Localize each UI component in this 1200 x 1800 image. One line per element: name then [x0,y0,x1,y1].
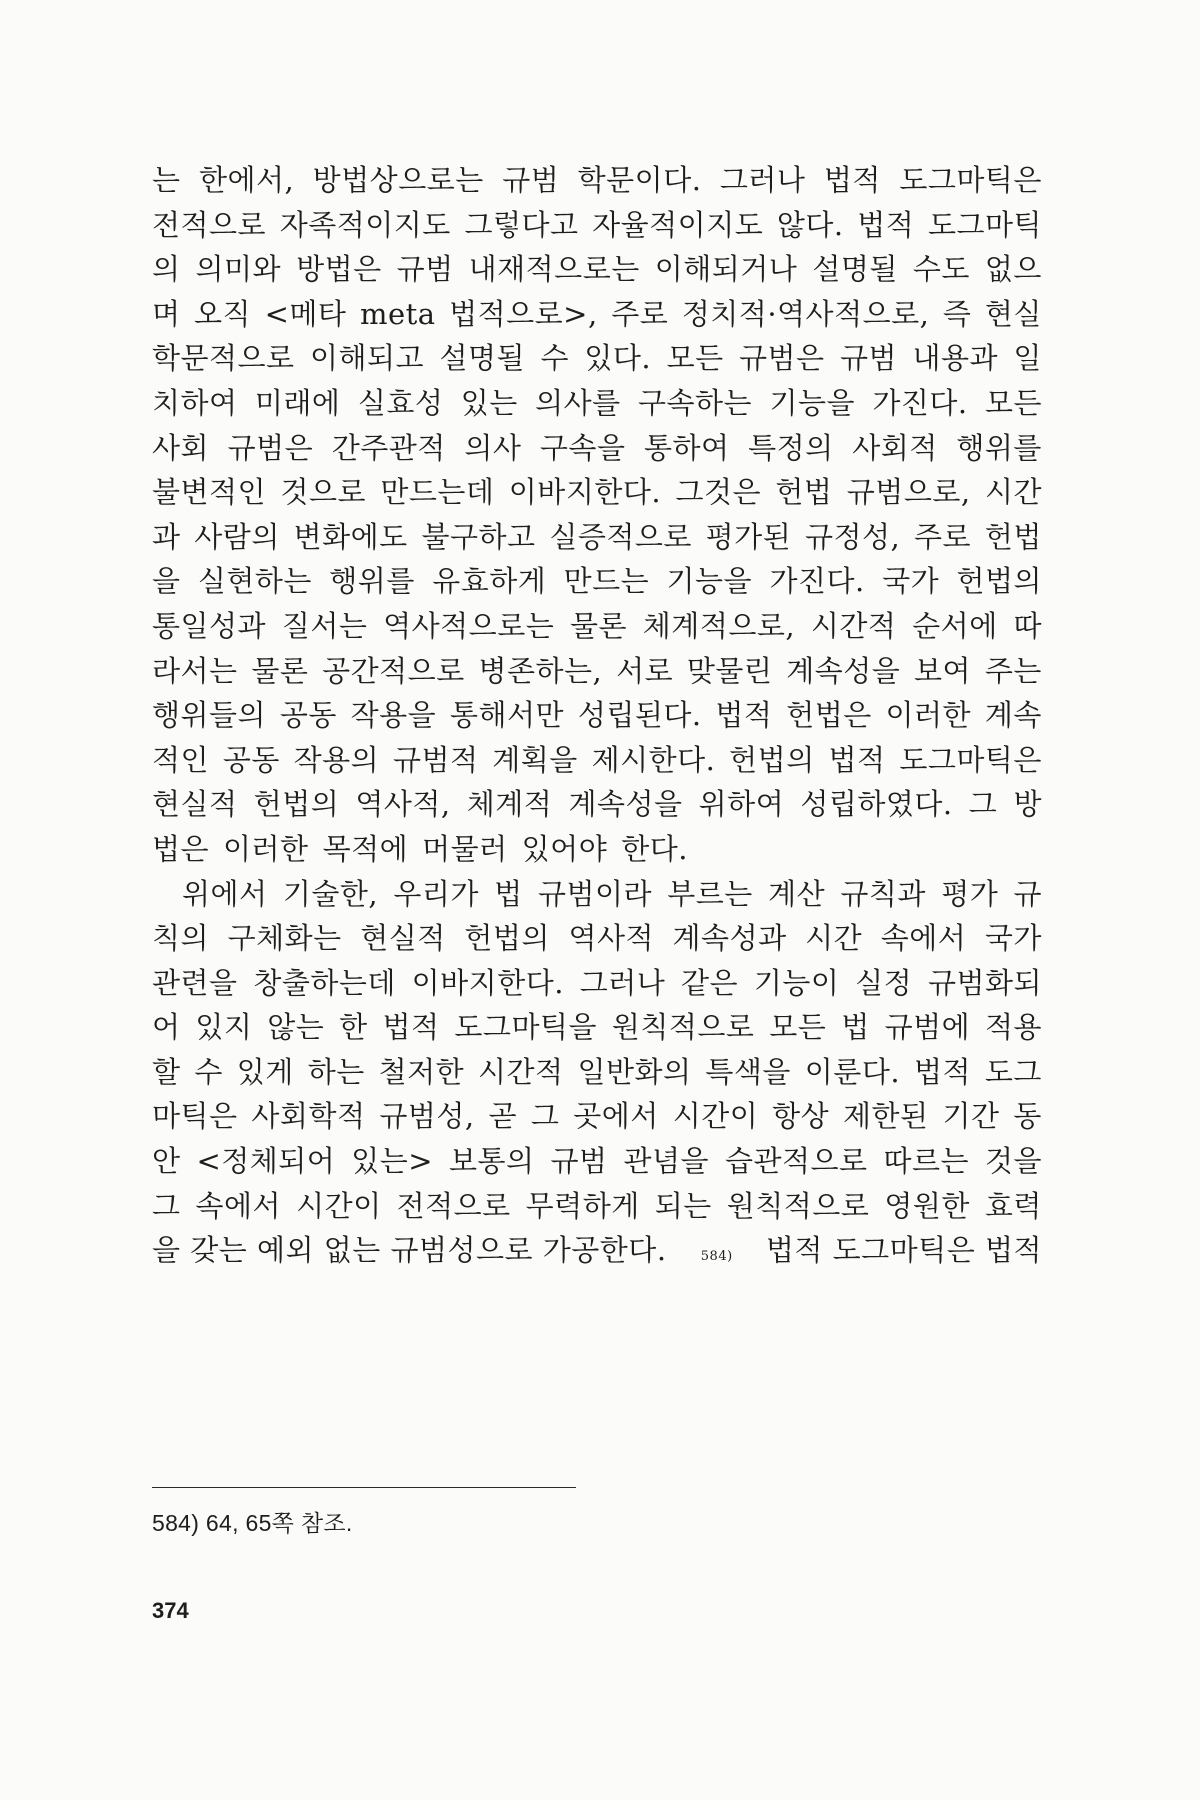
word: 시간이 [296,1188,382,1223]
word: 습관적으로 [724,1144,868,1179]
word: 동 [1013,1099,1042,1134]
word: 규범성, [379,1099,475,1134]
word: 할 [152,1054,181,1089]
word: 법적 [913,1054,971,1089]
text-line-with-footnote-ref: 을 갖는 예외 없는 규범성으로 가공한다. 584) 법적 도그마틱은 법적 [152,1228,1042,1273]
word: 법적 [828,742,886,777]
word: 내용과 [912,341,998,376]
word: 을 [152,564,181,599]
word: 시간 [984,475,1042,510]
word: 이러한 [885,698,972,733]
word: 불구하고 [421,519,536,554]
word: 규 [1013,876,1042,911]
word: 머물러 [422,831,508,866]
word: 헌법의 [253,787,340,822]
word: 수 [540,341,569,376]
word: 공간적으로 [322,653,465,688]
word: 한다. [621,831,688,866]
text-line [152,693,1042,738]
word: 규범 [396,252,454,287]
word: 역사적 [568,921,654,956]
word: 실정 [855,965,913,1000]
word: 내재적으로는 [468,252,640,287]
word: 의미와 [195,252,282,287]
word: 한 [339,1010,368,1045]
text-segment: 법적 도그마틱은 법적 [765,1233,1042,1268]
word: 의사 [464,430,522,465]
word: 불변적인 [152,475,267,510]
word: 관념을 [623,1144,710,1179]
word: 헌법의 [956,564,1042,599]
word: 방법은 [296,252,382,287]
word: 변화에도 [293,519,408,554]
word: 규범은 [227,430,314,465]
word: 규범에 [884,1010,971,1045]
word: 일 [1013,341,1042,376]
word: 같은 [681,965,739,1000]
word: 도그 [984,1054,1042,1089]
word: 가진다. [769,564,865,599]
word: 곳에서 [573,1099,659,1134]
word: 국가 [882,564,940,599]
text-line [152,961,1042,1006]
word: 한에서, [198,163,295,197]
word: 도그마틱은 [899,163,1042,197]
text-line [152,649,1042,694]
text-line [152,426,1042,471]
word: 학문이다. [577,163,702,197]
word: 시간 [805,921,863,956]
word: 규범 [839,341,898,376]
word: 것을 [984,1144,1042,1179]
word: 모든 [984,385,1042,420]
word: 마틱은 [152,1099,238,1134]
word: 않다. [776,207,844,242]
word: 법적 [823,163,881,197]
word: 그러나 [719,163,806,197]
word: 공동 [222,742,280,777]
word: 계획을 [492,742,578,777]
word: 정치적·역사적으로, [681,296,930,331]
word: 며 [152,296,181,331]
word: 있어야 [521,831,608,866]
word: 기간 [942,1099,1000,1134]
word: 실현하는 [197,564,312,599]
word: 일반화의 [577,1054,692,1089]
body-text [152,158,1042,1273]
word: 역사적, [355,787,451,822]
text-line [152,292,1042,337]
word: 규범으로, [846,475,971,510]
word: 현실적 [360,921,446,956]
word: 물론 [570,608,628,643]
text-segment: 을 갖는 예외 없는 규범성으로 가공한다. [152,1233,667,1268]
word: 규범 [502,163,560,197]
word: 행위를 [329,564,415,599]
word: 실효성 [357,385,444,420]
word: 병존하는, [478,653,603,688]
word: 그 [968,787,998,822]
text-line [152,916,1042,961]
word: 라서는 [152,653,238,688]
word: 속에서 [880,921,967,956]
word: 적인 [152,742,210,777]
text-line [152,470,1042,515]
word: 오직 [194,296,252,331]
word: 는 [152,163,181,197]
text-line [152,336,1042,381]
word: 위에서 [182,876,268,911]
word: 헌법의 [464,921,550,956]
word: 의 [152,252,181,287]
word: 모든 [769,1010,827,1045]
text-line-paragraph-end [152,827,1042,872]
word: 규범 [550,1144,608,1179]
word: 사회 [152,430,210,465]
word: 순서에 [912,608,998,643]
word: 시간적 [810,608,897,643]
word: 현실 [984,296,1042,331]
word: 그것은 [675,475,762,510]
word: 도그마틱 [927,207,1042,242]
word: 유효하게 [432,564,547,599]
word: 물론 [251,653,309,688]
word: 항상 [772,1099,830,1134]
word: 무력하게 [525,1188,640,1223]
footnote: 584) 64, 65쪽 참조. [152,1510,353,1536]
word: 수 [194,1054,223,1089]
word: 부르는 [667,876,753,911]
word: 수도 [912,252,970,287]
word: 이러한 [223,831,309,866]
word: 그 [152,1188,181,1223]
word: 사회학적 [251,1099,366,1134]
word: 시간적 [478,1054,564,1089]
word: <메타 [264,296,347,331]
text-line [152,1184,1042,1229]
word: 도그마틱은 [899,742,1042,777]
word: 법 [841,1010,870,1045]
word: 미래에 [254,385,341,420]
word: 있게 [236,1054,294,1089]
word: 전적으로 [152,207,267,242]
word: 보통의 [449,1144,535,1179]
word: meta [359,296,436,331]
word: 기능이 [753,965,840,1000]
word: 자족적이지도 [279,207,451,242]
word: 구속하는 [638,385,753,420]
word: 있지 [195,1010,253,1045]
word: 없으 [984,252,1042,287]
word: 사람의 [194,519,280,554]
word: 만드는데 [380,475,495,510]
word: 위하여 [698,787,785,822]
word: 도그마틱을 [454,1010,597,1045]
text-line [152,559,1042,604]
footnote-divider [152,1487,576,1488]
word: 관련을 [152,965,238,1000]
word: 작용의 [293,742,380,777]
word: 기능을 [666,564,753,599]
word: 주로 [611,296,669,331]
word: 이바지한다. [411,965,564,1000]
text-line [152,515,1042,560]
word: 창출하는데 [253,965,396,1000]
word: 우리가 [393,876,479,911]
word: 이룬다. [804,1054,901,1089]
word: 역사적으로는 [383,608,555,643]
word: 되는 [654,1188,712,1223]
word: 방법상으로는 [312,163,484,197]
word: 속에서 [195,1188,282,1223]
word: 법적 [382,1010,440,1045]
word: 자율적이지도 [592,207,764,242]
word: 보여 [914,653,972,688]
word: 맞물린 [686,653,773,688]
word: 주는 [984,653,1042,688]
word: 행위를 [956,430,1042,465]
word: 그러나 [579,965,666,1000]
word: 구체화는 [227,921,342,956]
word: 방 [1013,787,1042,822]
word: 제한된 [843,1099,929,1134]
text-line-paragraph-start [152,872,1042,917]
word: 효력 [984,1188,1042,1223]
text-line [152,604,1042,649]
word: 과 [152,519,181,554]
word: 그 [530,1099,560,1134]
word: 헌법의 [729,742,815,777]
word: 계속 [984,698,1042,733]
word: 가진다. [872,385,968,420]
word: 헌법은 [786,698,872,733]
word: 철저한 [378,1054,465,1089]
word: 치하여 [152,385,238,420]
page-number: 374 [152,1598,189,1623]
word: 기술한, [282,876,379,911]
word: 통일성과 [152,608,267,643]
word: 특색을 [705,1054,791,1089]
word: 작용을 [350,698,437,733]
word: 시간이 [672,1099,759,1134]
word: 특정의 [748,430,834,465]
word: 규범이라 [537,876,652,911]
word: 계속성을 [568,787,683,822]
word: 평가 [941,876,999,911]
word: 이해되거나 [654,252,798,287]
word: 체계적 [466,787,553,822]
word: 규정성, [805,519,901,554]
word: 칙의 [152,921,210,956]
word: 법 [494,876,523,911]
word: 규범적 [392,742,479,777]
word: 모든 [666,341,724,376]
word: 계속성을 [786,653,901,688]
word: 통해서만 [449,698,565,733]
word: 의사를 [535,385,621,420]
word: 현실적 [152,787,238,822]
word: 규범화되 [927,965,1042,1000]
word: 실증적으로 [549,519,692,554]
word: 이해되고 [310,341,425,376]
word: 설명될 [812,252,898,287]
word: 안 [152,1144,181,1179]
text-line [152,1139,1042,1184]
word: 따 [1013,608,1042,643]
word: 있는> [351,1144,434,1179]
word: 규범은 [739,341,825,376]
text-line [152,782,1042,827]
word: 사회적 [852,430,938,465]
word: 제시한다. [591,742,716,777]
word: 하는 [307,1054,365,1089]
word: 기능을 [769,385,855,420]
word: 헌법 [984,519,1042,554]
text-line [152,247,1042,292]
word: 따르는 [883,1144,970,1179]
word: 즉 [942,296,972,331]
word: 곧 [488,1099,518,1134]
word: 간주관적 [331,430,446,465]
text-line [152,158,1042,203]
word: 설명될 [439,341,526,376]
word: 원칙적으로 [726,1188,870,1223]
word: 그렇다고 [464,207,579,242]
word: 학문적으로 [152,341,295,376]
word: 계산 [768,876,826,911]
word: 만드는 [563,564,650,599]
word: 공동 [279,698,337,733]
text-line [152,1050,1042,1095]
word: 주로 [914,519,972,554]
word: 통하여 [644,430,730,465]
text-line [152,738,1042,783]
word: 국가 [984,921,1042,956]
word: 적용 [984,1010,1042,1045]
text-line [152,1094,1042,1139]
word: 계속성과 [672,921,787,956]
word: 이바지한다. [508,475,662,510]
word: 것으로 [280,475,366,510]
word: 성립된다. [577,698,702,733]
word: 있는 [460,385,518,420]
text-line [152,1005,1042,1050]
word: 어 [152,1010,181,1045]
word: 않는 [267,1010,325,1045]
word: 서로 [616,653,674,688]
word: 성립하였다. [800,787,953,822]
word: 법적으로>, [449,296,598,331]
word: 법은 [152,831,210,866]
word: 헌법 [775,475,833,510]
word: 영원한 [884,1188,970,1223]
text-line [152,381,1042,426]
word: 있다. [584,341,652,376]
word: 질서는 [281,608,368,643]
word: 전적으로 [396,1188,511,1223]
word: 목적에 [322,831,409,866]
text-line [152,203,1042,248]
word: 법적 [857,207,915,242]
word: 평가된 [705,519,792,554]
word: 규칙과 [840,876,926,911]
word: 법적 [715,698,773,733]
word: 구속을 [539,430,626,465]
word: 원칙적으로 [611,1010,755,1045]
word: <정체되어 [196,1144,336,1179]
word: 체계적으로, [642,608,796,643]
word: 행위들의 [152,698,267,733]
